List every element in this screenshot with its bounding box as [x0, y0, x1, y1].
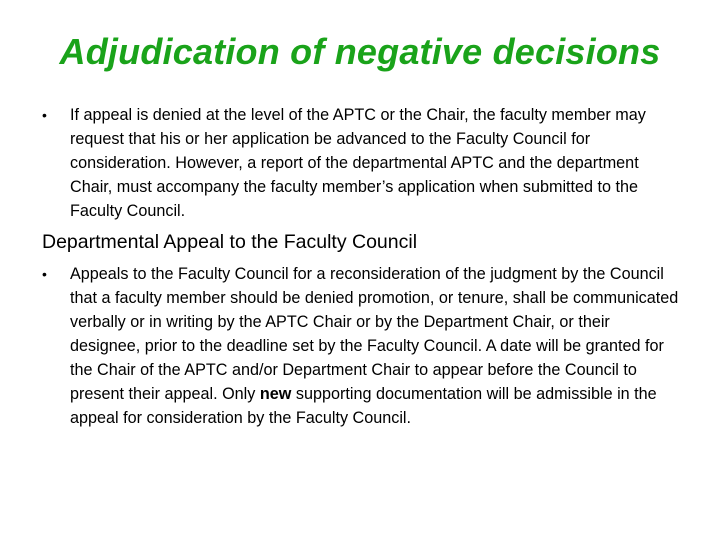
bullet-icon: • [42, 266, 47, 282]
emphasis-new: new [259, 385, 292, 403]
bullet-text: If appeal is denied at the level of the APTC or the Chair, the faculty member may request that his or her application be advanced to the Faculty Council for consideration. However, a report of the departmental APTC and the department Chair, must accompany the faculty member’s application when submitted to the Faculty Council. [70, 106, 646, 220]
bullet-icon: • [42, 107, 47, 123]
bullet-text [70, 262, 682, 430]
slide-title: Adjudication of negative decisions [59, 31, 661, 72]
bullet-text-part: Appeals to the Faculty Council for a reconsideration of the judgment by the Council that a faculty member should be denied promotion, or tenure, shall be communicated verbally or in writing by the APTC Chair or by the Department Chair, or their designee, prior to the deadline set by the Faculty Council. A date will be granted for the Chair of the APTC and/or Department Chair to appear before the Council to present their appeal. Only [70, 265, 679, 403]
bullet-item [42, 103, 682, 223]
section-heading: Departmental Appeal to the Faculty Council [42, 231, 418, 253]
bullet-item [42, 262, 682, 430]
bullet-text-part: supporting documentation will be admissible in the appeal for consideration by the Faculty Council. [70, 385, 657, 427]
